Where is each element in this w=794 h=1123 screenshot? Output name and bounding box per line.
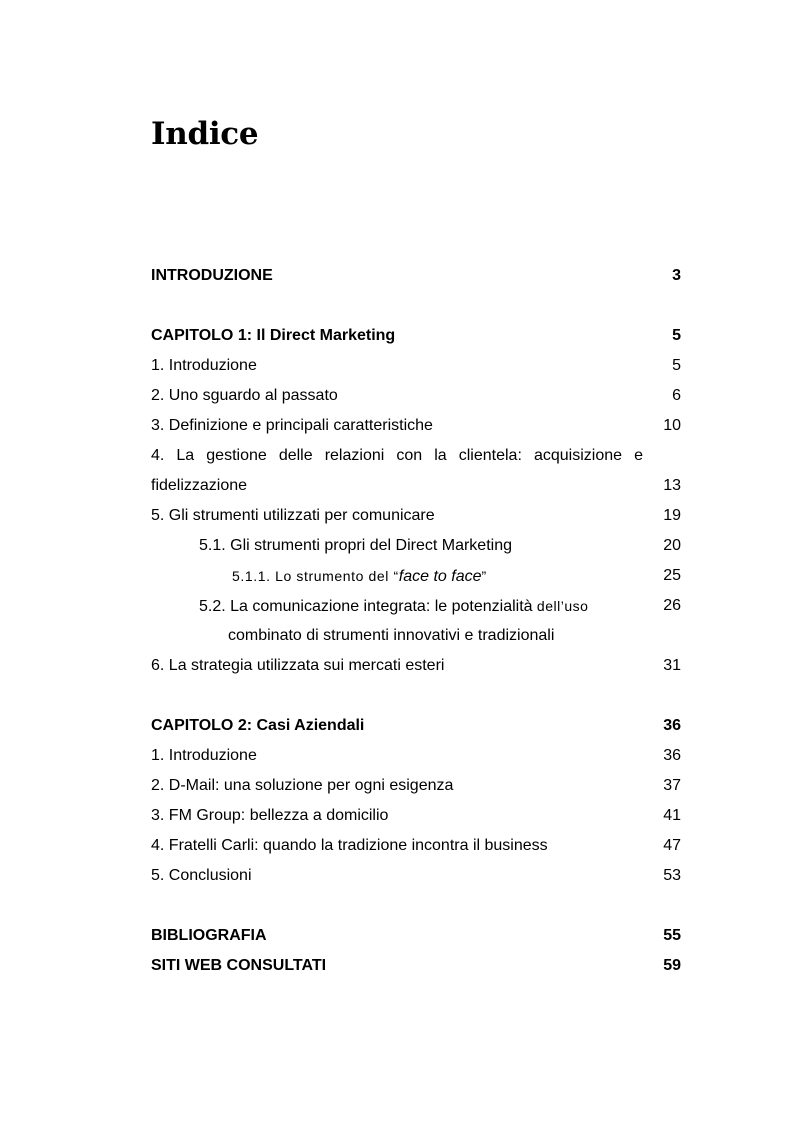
toc-word: acquisizione	[533, 447, 623, 464]
toc-entry-2-1	[151, 741, 681, 771]
toc-entry-page: 5	[672, 357, 681, 374]
toc-entry-label: 3. Definizione e principali caratteristiche	[151, 417, 433, 434]
toc-entry-label: 1. Introduzione	[151, 747, 257, 764]
toc-entry-label: combinato di strumenti innovativi e tradizionali	[228, 627, 555, 644]
toc-entry-page: 3	[672, 267, 681, 284]
toc-entry-label: 5. Conclusioni	[151, 867, 252, 884]
toc-chapter-2-heading	[151, 711, 681, 741]
table-of-contents	[151, 261, 681, 981]
toc-entry-label	[151, 591, 588, 622]
toc-entry-1-5-2-line2	[151, 621, 681, 651]
toc-entry-page: 36	[663, 717, 681, 734]
toc-word: 4.	[151, 447, 165, 464]
toc-entry-label: 2. D-Mail: una soluzione per ogni esigenza	[151, 777, 454, 794]
toc-entry-1-5	[151, 501, 681, 531]
toc-entry-page: 5	[672, 327, 681, 344]
toc-entry-page: 13	[663, 477, 681, 494]
toc-entry-1-3	[151, 411, 681, 441]
toc-entry-label: SITI WEB CONSULTATI	[151, 957, 327, 974]
toc-entry-page: 41	[663, 807, 681, 824]
toc-word: e	[634, 447, 643, 464]
toc-entry-label: 2. Uno sguardo al passato	[151, 387, 338, 404]
toc-chapter-1-heading	[151, 321, 681, 351]
toc-word: clientela:	[458, 447, 522, 464]
toc-entry-2-5	[151, 861, 681, 891]
toc-entry-label: 4. Fratelli Carli: quando la tradizione incontra il business	[151, 837, 548, 854]
toc-entry-page: 19	[663, 507, 681, 524]
page-title: Indice	[151, 116, 259, 152]
toc-entry-label-main: 5.2. La comunicazione integrata: le potenzialità	[199, 598, 533, 615]
toc-word: La	[176, 447, 195, 464]
toc-entry-label: 1. Introduzione	[151, 357, 257, 374]
toc-word: la	[434, 447, 447, 464]
toc-entry-siti-web	[151, 951, 681, 981]
toc-entry-2-4	[151, 831, 681, 861]
toc-word: gestione	[206, 447, 267, 464]
toc-entry-label: CAPITOLO 2: Casi Aziendali	[151, 717, 365, 734]
toc-entry-page: 53	[663, 867, 681, 884]
toc-entry-label: 3. FM Group: bellezza a domicilio	[151, 807, 389, 824]
toc-entry-label-italic: face to face	[398, 568, 482, 585]
toc-entry-label: CAPITOLO 1: Il Direct Marketing	[151, 327, 396, 344]
toc-entry-1-5-2	[151, 591, 681, 621]
toc-entry-bibliografia	[151, 921, 681, 951]
toc-entry-page: 6	[672, 387, 681, 404]
toc-entry-1-4-line1	[151, 441, 681, 471]
toc-entry-1-5-1-1	[151, 561, 681, 591]
toc-entry-label	[151, 561, 487, 592]
toc-entry-page: 37	[663, 777, 681, 794]
toc-entry-label: 6. La strategia utilizzata sui mercati esteri	[151, 657, 445, 674]
toc-word: delle	[278, 447, 313, 464]
toc-entry-label: INTRODUZIONE	[151, 267, 273, 284]
toc-entry-1-5-1	[151, 531, 681, 561]
toc-entry-2-2	[151, 771, 681, 801]
toc-entry-1-1	[151, 351, 681, 381]
toc-entry-1-6	[151, 651, 681, 681]
toc-entry-1-2	[151, 381, 681, 411]
toc-entry-page: 47	[663, 837, 681, 854]
toc-entry-1-4-line2	[151, 471, 681, 501]
toc-entry-page: 20	[663, 537, 681, 554]
toc-entry-label: fidelizzazione	[151, 477, 248, 494]
toc-entry-page: 55	[663, 927, 681, 944]
toc-entry-label: BIBLIOGRAFIA	[151, 927, 267, 944]
toc-entry-label-small: dell’uso	[532, 598, 589, 614]
toc-entry-label: 5.1. Gli strumenti propri del Direct Marketing	[199, 537, 512, 554]
toc-entry-page: 59	[663, 957, 681, 974]
toc-entry-2-3	[151, 801, 681, 831]
toc-entry-introduzione	[151, 261, 681, 291]
toc-entry-page: 25	[663, 567, 681, 584]
toc-entry-page: 26	[663, 597, 681, 614]
toc-entry-label: 5. Gli strumenti utilizzati per comunicare	[151, 507, 435, 524]
toc-entry-label-lead: 5.1.1. Lo strumento del “	[232, 568, 399, 584]
toc-entry-label-tail: ”	[481, 568, 487, 584]
toc-entry-justified-label	[151, 441, 643, 471]
toc-entry-page: 36	[663, 747, 681, 764]
toc-word: con	[396, 447, 423, 464]
toc-entry-page: 10	[663, 417, 681, 434]
toc-entry-page: 31	[663, 657, 681, 674]
toc-word: relazioni	[324, 447, 385, 464]
